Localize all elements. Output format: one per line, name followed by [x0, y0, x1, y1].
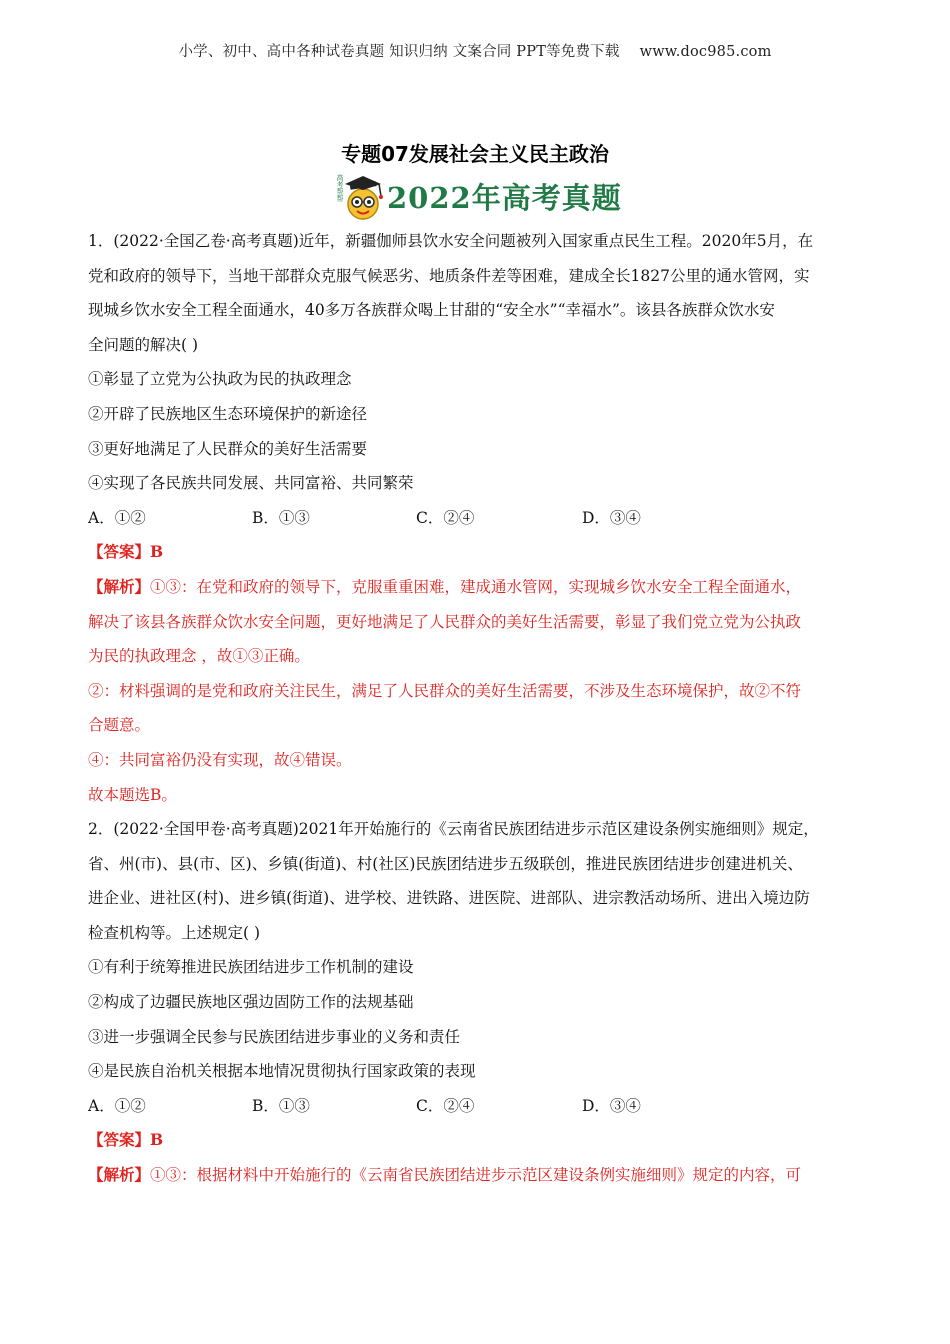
option-a: A．①②: [88, 508, 146, 527]
statement: ①有利于统筹推进民族团结进步工作机制的建设: [88, 958, 414, 977]
question-stem-line: 党和政府的领导下，当地干部群众克服气候恶劣、地质条件差等困难，建成全长1827公里的通水管网，实: [88, 266, 810, 285]
logo-title: 2022年高考真题: [387, 181, 622, 215]
statement: ④实现了各民族共同发展、共同富裕、共同繁荣: [88, 474, 414, 493]
analysis-line: 为民的执政理念 ，故①③正确。: [88, 647, 310, 666]
statement: ②开辟了民族地区生态环境保护的新途径: [88, 404, 368, 423]
statement: ④是民族自治机关根据本地情况贯彻执行国家政策的表现: [88, 1062, 476, 1081]
analysis-line: ②：材料强调的是党和政府关注民生，满足了人民群众的美好生活需要，不涉及生态环境保护，故②不符: [88, 681, 802, 700]
analysis-text: ①③：根据材料中开始施行的《云南省民族团结进步示范区建设条例实施细则》规定的内容，可: [150, 1166, 802, 1185]
header-site-link[interactable]: www.doc985.com: [639, 44, 772, 60]
statement: ①彰显了立党为公执政为民的执政理念: [88, 370, 352, 389]
options-row: [88, 501, 863, 536]
option-b: B．①③: [252, 1096, 310, 1115]
statement: ②构成了边疆民族地区强边固防工作的法规基础: [88, 993, 414, 1012]
question-stem-line: 现城乡饮水安全工程全面通水，40多万各族群众喝上甘甜的“安全水”“幸福水”。该县各族群众饮水安: [88, 301, 775, 320]
question-content: [88, 224, 863, 1193]
page-header: [0, 40, 950, 61]
document-title: 专题07发展社会主义民主政治: [341, 142, 609, 166]
answer-value: B: [150, 542, 164, 562]
question-2: [88, 812, 863, 1193]
answer-line: [88, 535, 863, 570]
answer-tag: 【答案】: [88, 542, 151, 562]
analysis-tag: 【解析】: [88, 1165, 151, 1185]
option-c: C．②④: [416, 1096, 475, 1115]
analysis-tag: 【解析】: [88, 576, 151, 596]
option-b: B．①③: [252, 508, 310, 527]
answer-tag: 【答案】: [88, 1130, 151, 1150]
question-stem-line: 省、州(市)、县(市、区)、乡镇(街道)、村(社区)民族团结进步五级联创，推进民族团结进步创建进机关、: [88, 854, 803, 873]
analysis-line: 合题意。: [88, 716, 151, 735]
question-stem-line: 2．(2022·全国甲卷·高考真题)2021年开始施行的《云南省民族团结进步示范区建设条例实施细则》规定，: [88, 820, 819, 839]
answer-value: B: [150, 1130, 164, 1150]
analysis-line: [88, 1158, 863, 1193]
analysis-line: ④：共同富裕仍没有实现，故④错误。: [88, 750, 352, 769]
option-c: C．②④: [416, 508, 475, 527]
option-a: A．①②: [88, 1096, 146, 1115]
question-stem-line: 检查机构等。上述规定( ): [88, 923, 261, 942]
answer-line: [88, 1123, 863, 1158]
question-stem-line: 1．(2022·全国乙卷·高考真题)近年，新疆伽师县饮水安全问题被列入国家重点民生工程。2020年5月，在: [88, 232, 814, 250]
statement: ③进一步强调全民参与民族团结进步事业的义务和责任: [88, 1027, 461, 1046]
analysis-line: 解决了该县各族群众饮水安全问题，更好地满足了人民群众的美好生活需要，彰显了我们党立党为公执政: [88, 612, 802, 631]
analysis-text: ①③：在党和政府的领导下，克服重重困难，建成通水管网，实现城乡饮水安全工程全面通水，: [150, 577, 802, 596]
option-d: D．③④: [582, 508, 641, 527]
statement: ③更好地满足了人民群众的美好生活需要: [88, 439, 368, 458]
header-banner-text: 小学、初中、高中各种试卷真题 知识归纳 文案合同 PPT等免费下载: [178, 44, 620, 60]
options-row: [88, 1089, 863, 1124]
exam-logo: [335, 172, 620, 224]
option-d: D．③④: [582, 1096, 641, 1115]
question-stem-line: 全问题的解决( ): [88, 335, 199, 354]
question-stem-line: 进企业、进社区(村)、进乡镇(街道)、进学校、进铁路、进医院、进部队、进宗教活动场所、进出入境边防: [88, 889, 810, 908]
logo-badge-text: 高考帮帮: [336, 174, 344, 202]
analysis-line: [88, 570, 863, 605]
question-1: [88, 224, 863, 812]
analysis-line: 故本题选B。: [88, 785, 177, 804]
